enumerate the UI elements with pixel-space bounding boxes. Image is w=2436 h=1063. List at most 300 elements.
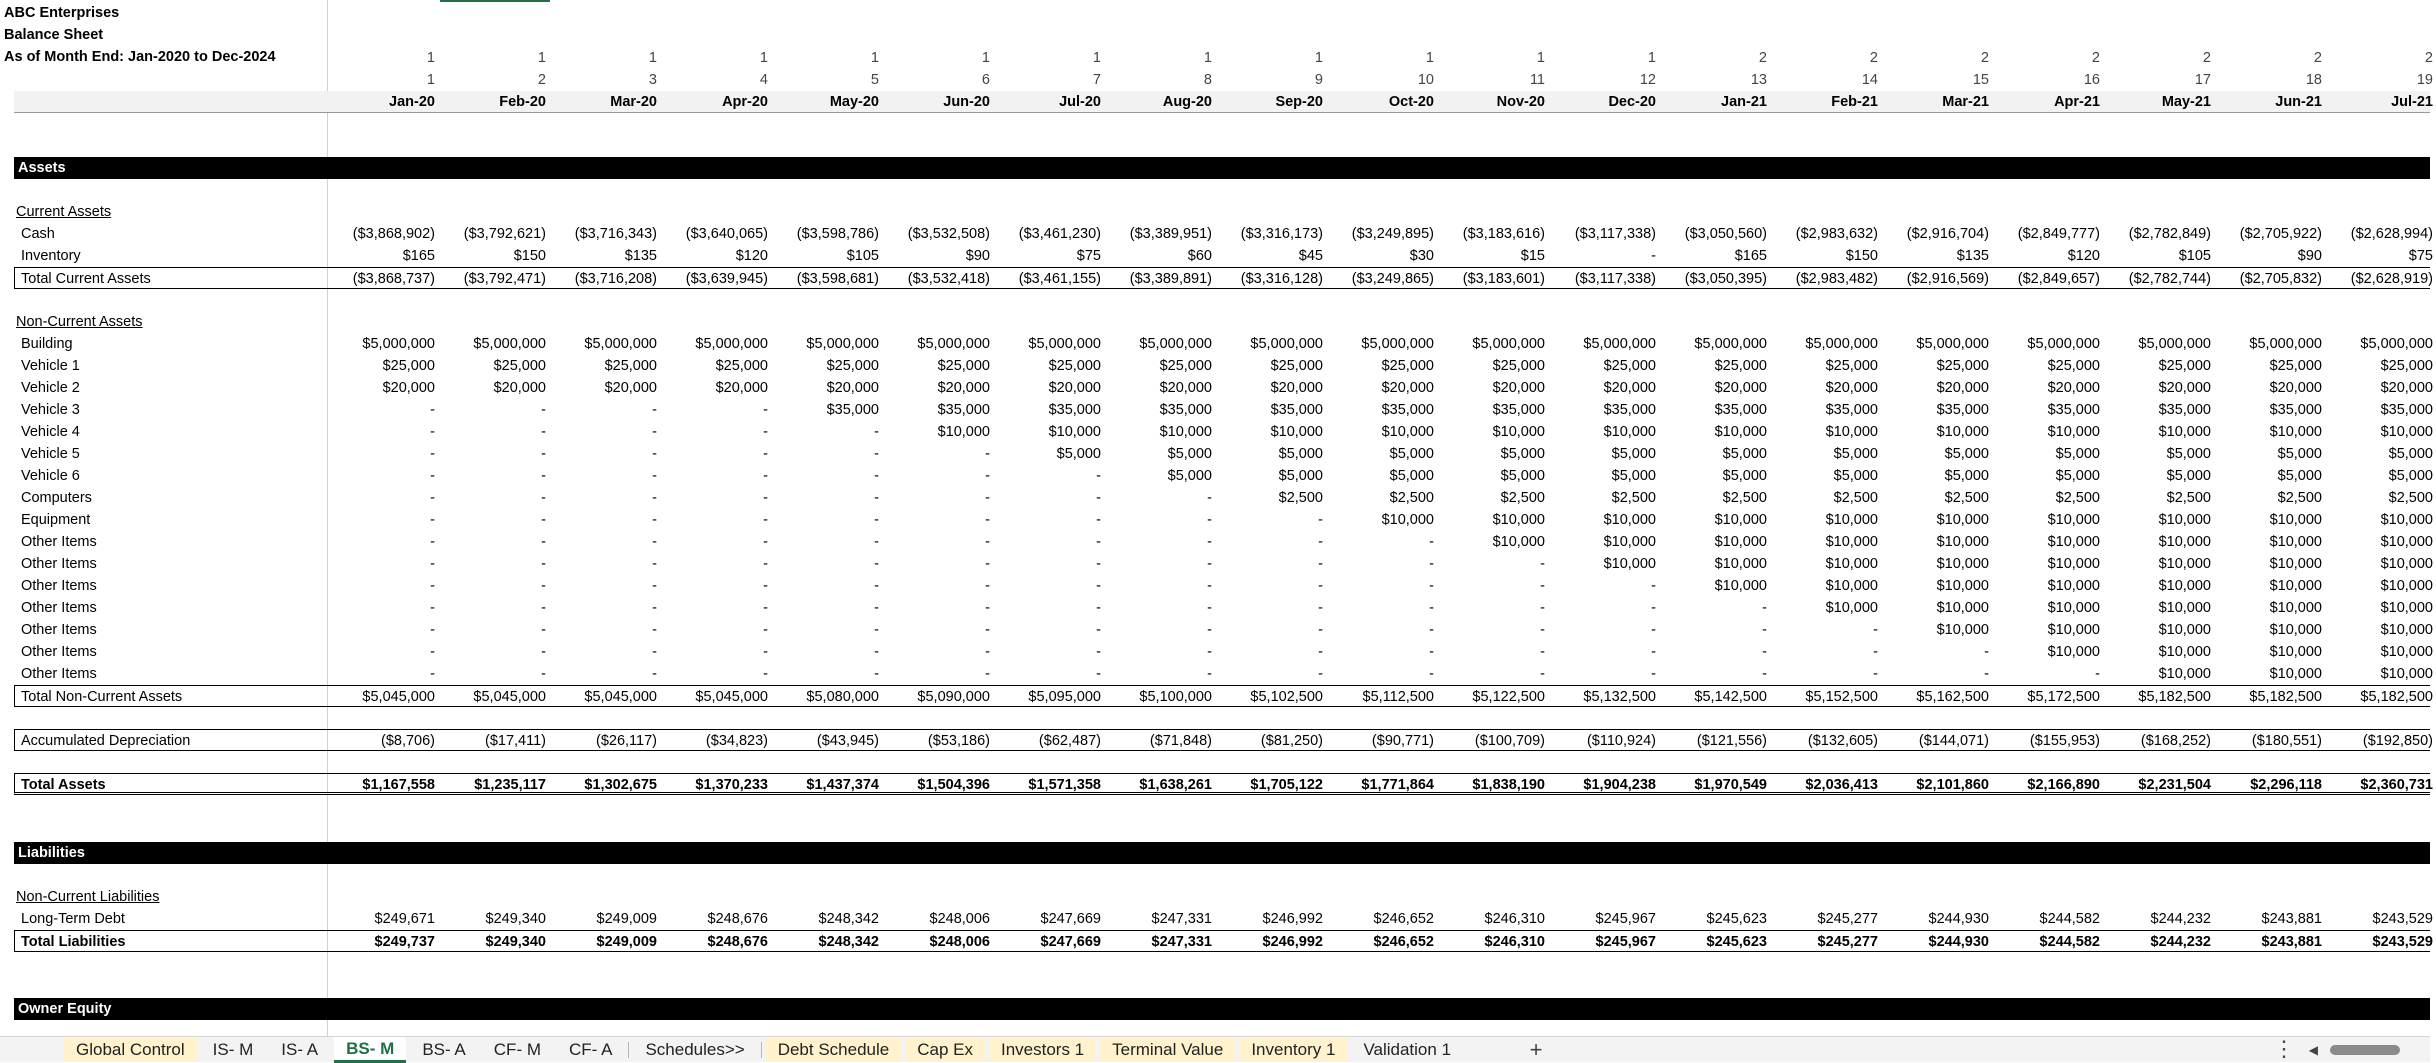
value-cell[interactable]: $2,500	[1833, 490, 1878, 506]
value-cell[interactable]: $10,000	[1825, 534, 1878, 550]
value-cell[interactable]: $5,000	[1500, 446, 1545, 462]
value-cell[interactable]: $10,000	[2380, 600, 2433, 616]
value-cell[interactable]: -	[1207, 512, 1212, 528]
value-cell[interactable]: $10,000	[1270, 424, 1323, 440]
add-sheet-button[interactable]: +	[1529, 1036, 1543, 1062]
value-cell[interactable]: $20,000	[1270, 380, 1323, 396]
value-cell[interactable]: ($100,709)	[1474, 733, 1545, 749]
value-cell[interactable]: $75	[1076, 248, 1101, 264]
row-label-column[interactable]	[0, 0, 328, 1036]
value-cell[interactable]: -	[430, 402, 435, 418]
value-cell[interactable]: -	[541, 666, 546, 682]
period-header-cell[interactable]: Dec-20	[1608, 94, 1656, 110]
value-cell[interactable]: $35,000	[2158, 402, 2211, 418]
value-cell[interactable]: -	[1318, 556, 1323, 572]
row-label-computers[interactable]	[0, 487, 327, 509]
value-cell[interactable]: -	[985, 512, 990, 528]
month-index-cell[interactable]: 9	[1314, 72, 1323, 88]
value-cell[interactable]: $10,000	[2269, 512, 2322, 528]
value-cell[interactable]: ($2,705,832)	[2239, 271, 2322, 287]
value-cell[interactable]: $10,000	[2047, 622, 2100, 638]
row-label-other7[interactable]	[0, 663, 327, 685]
value-cell[interactable]: -	[430, 512, 435, 528]
row-label-other3[interactable]	[0, 575, 327, 597]
value-cell[interactable]: -	[541, 446, 546, 462]
value-cell[interactable]: ($3,249,865)	[1351, 271, 1434, 287]
row-label-total-non-current-assets[interactable]	[14, 685, 327, 707]
value-cell[interactable]: $10,000	[2047, 556, 2100, 572]
value-cell[interactable]: ($2,916,704)	[1906, 226, 1989, 242]
value-cell[interactable]: -	[1873, 622, 1878, 638]
value-cell[interactable]: $25,000	[1492, 358, 1545, 374]
value-cell[interactable]: $10,000	[1492, 512, 1545, 528]
value-cell[interactable]: $25,000	[1048, 358, 1101, 374]
value-cell[interactable]: ($43,945)	[816, 733, 879, 749]
period-header-cell[interactable]: Feb-21	[1831, 94, 1878, 110]
value-cell[interactable]: ($3,050,560)	[1684, 226, 1767, 242]
value-cell[interactable]: $10,000	[1159, 424, 1212, 440]
value-cell[interactable]: $10,000	[2269, 578, 2322, 594]
value-cell[interactable]: $248,676	[707, 911, 768, 927]
value-cell[interactable]: $5,182,500	[2360, 689, 2433, 705]
value-cell[interactable]: $5,000	[1833, 446, 1878, 462]
value-cell[interactable]: ($3,183,616)	[1462, 226, 1545, 242]
value-cell[interactable]: $15	[1520, 248, 1545, 264]
value-cell[interactable]: $10,000	[1714, 578, 1767, 594]
value-cell[interactable]: $10,000	[1936, 556, 1989, 572]
value-cell[interactable]: $2,296,118	[2250, 777, 2322, 793]
value-cell[interactable]: $35,000	[2269, 402, 2322, 418]
value-cell[interactable]: $20,000	[382, 380, 435, 396]
sheet-tab-terminal-value[interactable]: Terminal Value	[1100, 1038, 1235, 1062]
value-cell[interactable]: -	[874, 666, 879, 682]
value-cell[interactable]: $10,000	[2380, 578, 2433, 594]
value-cell[interactable]: ($90,771)	[1371, 733, 1434, 749]
value-cell[interactable]: $2,500	[1500, 490, 1545, 506]
value-cell[interactable]: $246,992	[1262, 934, 1323, 950]
value-cell[interactable]: -	[763, 644, 768, 660]
year-index-cell[interactable]: 1	[1647, 50, 1656, 66]
value-cell[interactable]: $1,638,261	[1139, 777, 1212, 793]
value-cell[interactable]: -	[430, 644, 435, 660]
value-cell[interactable]: $244,930	[1928, 934, 1989, 950]
value-cell[interactable]: $20,000	[826, 380, 879, 396]
value-cell[interactable]: $25,000	[1714, 358, 1767, 374]
sheet-tab-investors-1[interactable]: Investors 1	[989, 1038, 1096, 1062]
value-cell[interactable]: -	[430, 622, 435, 638]
value-cell[interactable]: ($3,316,128)	[1240, 271, 1323, 287]
value-cell[interactable]: $5,000	[2055, 446, 2100, 462]
value-cell[interactable]: -	[541, 556, 546, 572]
value-cell[interactable]: $2,500	[1722, 490, 1767, 506]
value-cell[interactable]: ($2,849,777)	[2017, 226, 2100, 242]
value-cell[interactable]: -	[541, 644, 546, 660]
value-cell[interactable]: -	[985, 490, 990, 506]
value-cell[interactable]: -	[541, 402, 546, 418]
value-cell[interactable]: -	[763, 622, 768, 638]
value-cell[interactable]: $1,235,117	[474, 777, 546, 793]
value-cell[interactable]: $5,000,000	[1472, 336, 1545, 352]
value-cell[interactable]: $5,000,000	[695, 336, 768, 352]
value-cell[interactable]: -	[1651, 578, 1656, 594]
value-cell[interactable]: $10,000	[2158, 556, 2211, 572]
month-index-cell[interactable]: 1	[426, 72, 435, 88]
sheet-tab-validation-1[interactable]: Validation 1	[1363, 1039, 1452, 1059]
row-label-other1[interactable]	[0, 531, 327, 553]
value-cell[interactable]: -	[985, 578, 990, 594]
sheet-tab-is-m[interactable]: IS- M	[212, 1039, 254, 1059]
value-cell[interactable]: $5,000	[1833, 468, 1878, 484]
value-cell[interactable]: $2,360,731	[2360, 777, 2433, 793]
value-cell[interactable]: -	[763, 402, 768, 418]
row-label-vehicle1[interactable]	[0, 355, 327, 377]
value-cell[interactable]: $1,370,233	[695, 777, 768, 793]
value-cell[interactable]: $5,000	[1944, 468, 1989, 484]
value-cell[interactable]: $247,669	[1040, 934, 1101, 950]
value-cell[interactable]: $249,009	[596, 911, 657, 927]
value-cell[interactable]: -	[541, 534, 546, 550]
value-cell[interactable]: $244,232	[2150, 911, 2211, 927]
value-cell[interactable]: -	[1318, 534, 1323, 550]
value-cell[interactable]: $10,000	[1825, 578, 1878, 594]
value-cell[interactable]: $243,881	[2261, 911, 2322, 927]
value-cell[interactable]: $5,182,500	[2249, 689, 2322, 705]
value-cell[interactable]: $5,152,500	[1805, 689, 1878, 705]
value-cell[interactable]: $248,342	[818, 911, 879, 927]
period-header-cell[interactable]: Jan-20	[389, 94, 435, 110]
value-cell[interactable]: $5,000,000	[1139, 336, 1212, 352]
value-cell[interactable]: $20,000	[2047, 380, 2100, 396]
value-cell[interactable]: -	[1096, 468, 1101, 484]
row-label-equipment[interactable]	[0, 509, 327, 531]
value-cell[interactable]: $243,529	[2372, 934, 2433, 950]
value-cell[interactable]: -	[874, 600, 879, 616]
value-cell[interactable]: $5,000,000	[2360, 336, 2433, 352]
value-cell[interactable]: $5,000	[1611, 468, 1656, 484]
value-cell[interactable]: -	[985, 556, 990, 572]
value-cell[interactable]: $150	[1845, 248, 1878, 264]
value-cell[interactable]: ($17,411)	[485, 733, 546, 749]
value-cell[interactable]: $35,000	[2380, 402, 2433, 418]
row-label-other2[interactable]	[0, 553, 327, 575]
value-cell[interactable]: -	[985, 644, 990, 660]
value-cell[interactable]: $243,529	[2372, 911, 2433, 927]
value-cell[interactable]: $35,000	[1381, 402, 1434, 418]
value-cell[interactable]: -	[541, 600, 546, 616]
value-cell[interactable]: $10,000	[1492, 534, 1545, 550]
value-cell[interactable]: $5,000,000	[917, 336, 990, 352]
value-cell[interactable]: -	[1318, 622, 1323, 638]
month-index-cell[interactable]: 11	[1529, 72, 1545, 88]
month-index-cell[interactable]: 14	[1861, 72, 1878, 88]
value-cell[interactable]: $25,000	[382, 358, 435, 374]
value-cell[interactable]: $10,000	[1825, 600, 1878, 616]
value-cell[interactable]: ($2,849,657)	[2017, 271, 2100, 287]
value-cell[interactable]: ($3,716,208)	[574, 271, 657, 287]
value-cell[interactable]: $35,000	[1714, 402, 1767, 418]
value-cell[interactable]: $1,904,238	[1583, 777, 1656, 793]
value-cell[interactable]: $35,000	[937, 402, 990, 418]
value-cell[interactable]: $5,000,000	[1583, 336, 1656, 352]
value-cell[interactable]: $245,967	[1595, 911, 1656, 927]
value-cell[interactable]: $5,000	[1167, 468, 1212, 484]
month-index-cell[interactable]: 18	[2305, 72, 2322, 88]
year-index-cell[interactable]: 2	[2424, 50, 2433, 66]
year-index-cell[interactable]: 1	[1092, 50, 1101, 66]
value-cell[interactable]: $5,045,000	[473, 689, 546, 705]
value-cell[interactable]: $249,737	[374, 934, 435, 950]
value-cell[interactable]: $10,000	[2269, 644, 2322, 660]
month-index-cell[interactable]: 15	[1972, 72, 1989, 88]
value-cell[interactable]: $5,000,000	[1028, 336, 1101, 352]
value-cell[interactable]: ($2,983,632)	[1795, 226, 1878, 242]
value-cell[interactable]: -	[1540, 622, 1545, 638]
value-cell[interactable]: -	[763, 512, 768, 528]
value-cell[interactable]: $245,277	[1817, 934, 1878, 950]
value-cell[interactable]: -	[1096, 644, 1101, 660]
year-index-cell[interactable]: 1	[981, 50, 990, 66]
period-header-cell[interactable]: Apr-21	[2054, 94, 2100, 110]
year-index-cell[interactable]: 2	[2091, 50, 2100, 66]
value-cell[interactable]: $247,669	[1040, 911, 1101, 927]
value-cell[interactable]: $5,000	[2277, 468, 2322, 484]
value-cell[interactable]: $1,838,190	[1472, 777, 1545, 793]
value-cell[interactable]: $10,000	[2269, 600, 2322, 616]
value-cell[interactable]: $244,582	[2039, 911, 2100, 927]
value-cell[interactable]: -	[1540, 666, 1545, 682]
value-cell[interactable]: $20,000	[1825, 380, 1878, 396]
month-index-cell[interactable]: 17	[2194, 72, 2211, 88]
value-cell[interactable]: ($3,639,945)	[685, 271, 768, 287]
value-cell[interactable]: $5,000	[2166, 446, 2211, 462]
value-cell[interactable]: $5,142,500	[1694, 689, 1767, 705]
value-cell[interactable]: $10,000	[2158, 578, 2211, 594]
value-cell[interactable]: $20,000	[1381, 380, 1434, 396]
value-cell[interactable]: $25,000	[493, 358, 546, 374]
month-index-cell[interactable]: 13	[1750, 72, 1767, 88]
value-cell[interactable]: $35,000	[2047, 402, 2100, 418]
period-header-cell[interactable]: Mar-21	[1942, 94, 1989, 110]
value-cell[interactable]: ($71,848)	[1149, 733, 1212, 749]
value-cell[interactable]: $35,000	[1492, 402, 1545, 418]
year-index-cell[interactable]: 2	[2202, 50, 2211, 66]
value-cell[interactable]: $10,000	[1492, 424, 1545, 440]
value-cell[interactable]: $10,000	[1048, 424, 1101, 440]
value-cell[interactable]: -	[874, 446, 879, 462]
value-cell[interactable]: ($3,183,601)	[1462, 271, 1545, 287]
row-label-total-assets[interactable]	[14, 773, 327, 795]
value-cell[interactable]: $25,000	[604, 358, 657, 374]
value-cell[interactable]: $120	[2067, 248, 2100, 264]
value-cell[interactable]: $5,000	[1944, 446, 1989, 462]
value-cell[interactable]: $5,000,000	[806, 336, 879, 352]
period-header-cell[interactable]: May-20	[829, 94, 879, 110]
value-cell[interactable]: $2,036,413	[1805, 777, 1878, 793]
value-cell[interactable]: $20,000	[937, 380, 990, 396]
year-index-cell[interactable]: 1	[426, 50, 435, 66]
value-cell[interactable]: $165	[1734, 248, 1767, 264]
value-cell[interactable]: ($53,186)	[927, 733, 990, 749]
value-cell[interactable]: $2,500	[2166, 490, 2211, 506]
value-cell[interactable]: $25,000	[1270, 358, 1323, 374]
value-cell[interactable]: $10,000	[2158, 424, 2211, 440]
value-cell[interactable]: -	[652, 512, 657, 528]
value-cell[interactable]: -	[430, 446, 435, 462]
year-index-cell[interactable]: 2	[1869, 50, 1878, 66]
value-cell[interactable]: -	[1096, 578, 1101, 594]
value-cell[interactable]: $245,623	[1706, 911, 1767, 927]
value-cell[interactable]: $75	[2408, 248, 2433, 264]
value-cell[interactable]: $150	[513, 248, 546, 264]
value-cell[interactable]: ($3,716,343)	[574, 226, 657, 242]
value-cell[interactable]: -	[1651, 644, 1656, 660]
value-cell[interactable]: $5,000,000	[1805, 336, 1878, 352]
sheet-tab-bs-a[interactable]: BS- A	[422, 1039, 466, 1059]
value-cell[interactable]: $10,000	[1936, 622, 1989, 638]
value-cell[interactable]: -	[1096, 622, 1101, 638]
value-cell[interactable]: -	[985, 468, 990, 484]
value-cell[interactable]: $25,000	[2158, 358, 2211, 374]
value-cell[interactable]: -	[874, 556, 879, 572]
value-cell[interactable]: ($3,868,902)	[352, 226, 435, 242]
year-index-cell[interactable]: 2	[1758, 50, 1767, 66]
value-cell[interactable]: $10,000	[2047, 424, 2100, 440]
value-cell[interactable]: $10,000	[2269, 424, 2322, 440]
value-cell[interactable]: -	[1207, 600, 1212, 616]
tab-options-icon[interactable]: ⋮	[2273, 1036, 2295, 1061]
period-header-cell[interactable]: Aug-20	[1162, 94, 1212, 110]
value-cell[interactable]: -	[1873, 666, 1878, 682]
value-cell[interactable]: $246,992	[1262, 911, 1323, 927]
value-cell[interactable]: -	[652, 490, 657, 506]
value-cell[interactable]: -	[652, 622, 657, 638]
value-cell[interactable]: $10,000	[2269, 622, 2322, 638]
value-cell[interactable]: -	[1762, 600, 1767, 616]
value-cell[interactable]: $248,006	[929, 934, 990, 950]
value-cell[interactable]: $2,101,860	[1916, 777, 1989, 793]
value-cell[interactable]: $10,000	[2158, 644, 2211, 660]
value-cell[interactable]: $20,000	[2158, 380, 2211, 396]
value-cell[interactable]: -	[652, 402, 657, 418]
month-index-cell[interactable]: 19	[2416, 72, 2433, 88]
row-label-accumulated-depreciation[interactable]	[14, 729, 327, 751]
value-cell[interactable]: -	[541, 578, 546, 594]
value-cell[interactable]: ($110,924)	[1586, 733, 1656, 749]
value-cell[interactable]: -	[874, 578, 879, 594]
month-index-cell[interactable]: 6	[981, 72, 990, 88]
sheet-tab-inventory-1[interactable]: Inventory 1	[1239, 1038, 1347, 1062]
value-cell[interactable]: -	[430, 600, 435, 616]
year-index-cell[interactable]: 1	[1425, 50, 1434, 66]
value-cell[interactable]: $249,009	[596, 934, 657, 950]
value-cell[interactable]: -	[763, 666, 768, 682]
row-label-inventory[interactable]	[0, 245, 327, 267]
value-cell[interactable]: $249,340	[485, 911, 546, 927]
sheet-tab-schedules[interactable]: Schedules>>	[645, 1039, 745, 1059]
value-cell[interactable]: $2,166,890	[2027, 777, 2100, 793]
value-cell[interactable]: $5,000	[1722, 446, 1767, 462]
value-cell[interactable]: -	[763, 446, 768, 462]
value-cell[interactable]: ($3,792,621)	[463, 226, 546, 242]
value-cell[interactable]: -	[1873, 644, 1878, 660]
value-cell[interactable]: -	[1651, 666, 1656, 682]
value-cell[interactable]: ($3,461,230)	[1018, 226, 1101, 242]
value-cell[interactable]: -	[763, 534, 768, 550]
period-header-cell[interactable]: May-21	[2161, 94, 2211, 110]
value-cell[interactable]: $10,000	[2158, 622, 2211, 638]
value-cell[interactable]: $10,000	[1714, 534, 1767, 550]
month-index-cell[interactable]: 2	[537, 72, 546, 88]
value-cell[interactable]: ($144,071)	[1918, 733, 1989, 749]
value-cell[interactable]: $20,000	[2380, 380, 2433, 396]
value-cell[interactable]: $35,000	[1159, 402, 1212, 418]
value-cell[interactable]: $1,571,358	[1028, 777, 1101, 793]
value-cell[interactable]: -	[985, 622, 990, 638]
row-label-other5[interactable]	[0, 619, 327, 641]
value-cell[interactable]: $5,000	[2388, 468, 2433, 484]
value-cell[interactable]: $1,167,558	[362, 777, 435, 793]
value-cell[interactable]: $2,500	[1278, 490, 1323, 506]
value-cell[interactable]: $10,000	[2269, 556, 2322, 572]
value-cell[interactable]: -	[1096, 666, 1101, 682]
value-cell[interactable]: $10,000	[2047, 512, 2100, 528]
value-cell[interactable]: $20,000	[2269, 380, 2322, 396]
value-cell[interactable]: $10,000	[2380, 512, 2433, 528]
value-cell[interactable]: $45	[1298, 248, 1323, 264]
value-cell[interactable]: $2,500	[2388, 490, 2433, 506]
value-cell[interactable]: $60	[1187, 248, 1212, 264]
value-cell[interactable]: $35,000	[1936, 402, 1989, 418]
period-header-cell[interactable]: Jul-21	[2391, 94, 2433, 110]
value-cell[interactable]: -	[985, 600, 990, 616]
value-cell[interactable]: -	[430, 578, 435, 594]
value-cell[interactable]: ($192,850)	[2362, 733, 2433, 749]
sheet-tab-cap-ex[interactable]: Cap Ex	[905, 1038, 985, 1062]
value-cell[interactable]: $248,676	[707, 934, 768, 950]
value-cell[interactable]: $248,006	[929, 911, 990, 927]
period-header-cell[interactable]: Feb-20	[499, 94, 546, 110]
value-cell[interactable]: -	[1096, 534, 1101, 550]
value-cell[interactable]: -	[874, 534, 879, 550]
value-cell[interactable]: $10,000	[2380, 644, 2433, 660]
horizontal-scrollbar[interactable]	[2330, 1045, 2400, 1055]
value-cell[interactable]: $5,172,500	[2027, 689, 2100, 705]
value-cell[interactable]: $35,000	[1825, 402, 1878, 418]
value-cell[interactable]: -	[1207, 622, 1212, 638]
month-index-cell[interactable]: 16	[2083, 72, 2100, 88]
value-cell[interactable]: -	[430, 556, 435, 572]
value-cell[interactable]: -	[1429, 556, 1434, 572]
period-header-cell[interactable]: Mar-20	[610, 94, 657, 110]
value-cell[interactable]: $35,000	[1270, 402, 1323, 418]
row-label-other4[interactable]	[0, 597, 327, 619]
year-index-cell[interactable]: 2	[1980, 50, 1989, 66]
value-cell[interactable]: $35,000	[1048, 402, 1101, 418]
value-cell[interactable]: ($3,050,395)	[1684, 271, 1767, 287]
value-cell[interactable]: ($2,916,569)	[1906, 271, 1989, 287]
row-label-vehicle4[interactable]	[0, 421, 327, 443]
value-cell[interactable]: $248,342	[818, 934, 879, 950]
value-cell[interactable]: -	[763, 600, 768, 616]
value-cell[interactable]: $5,000	[1278, 446, 1323, 462]
value-cell[interactable]: ($2,705,922)	[2239, 226, 2322, 242]
value-cell[interactable]: -	[2095, 666, 2100, 682]
value-cell[interactable]: $10,000	[2158, 600, 2211, 616]
row-label-vehicle2[interactable]	[0, 377, 327, 399]
value-cell[interactable]: $5,122,500	[1472, 689, 1545, 705]
value-cell[interactable]: $5,102,500	[1250, 689, 1323, 705]
value-cell[interactable]: $246,310	[1484, 911, 1545, 927]
